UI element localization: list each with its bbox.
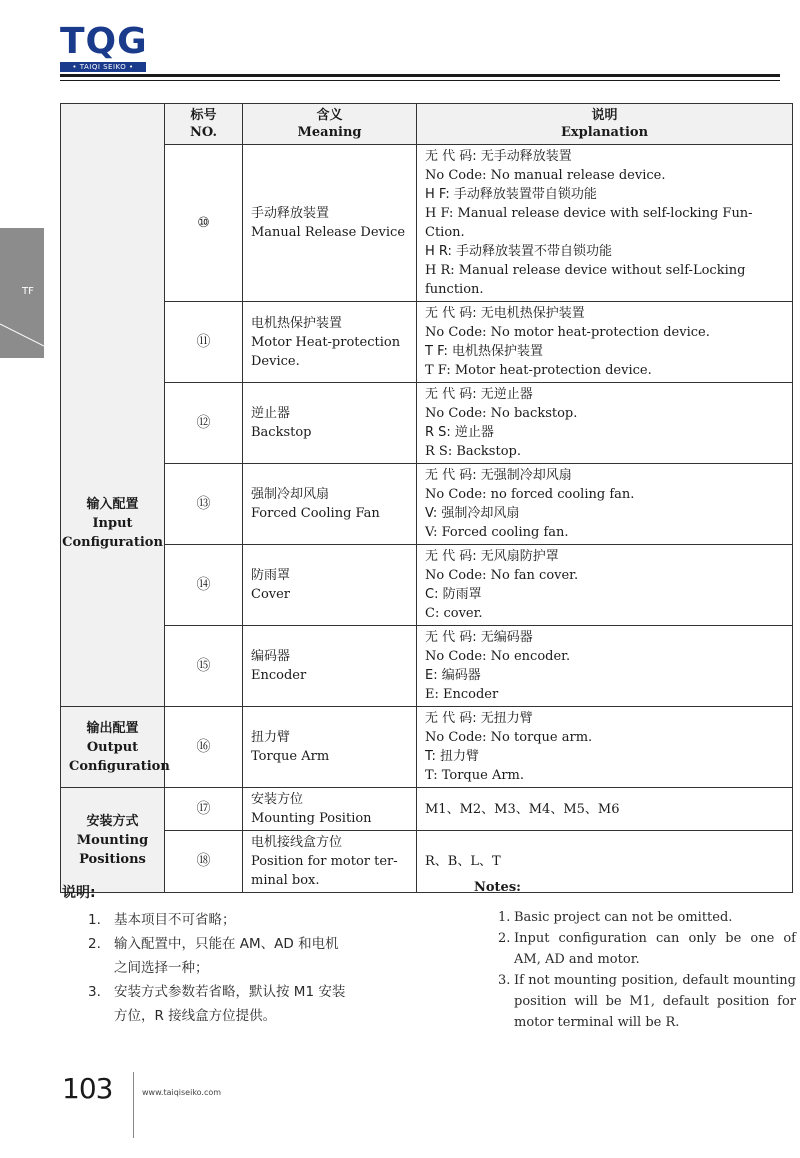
logo-subtitle: • TAIQI SEIKO •: [60, 62, 146, 72]
explanation-line: T F: 电机热保护装置: [425, 344, 544, 359]
meaning-line: minal box.: [251, 873, 320, 888]
note-number: 2.: [88, 936, 101, 952]
table-row: [61, 545, 793, 626]
explanation-line: V: 强制冷却风扇: [425, 506, 520, 521]
explanation-line: V: Forced cooling fan.: [425, 525, 569, 540]
category-mounting-cn: 安装方式: [86, 813, 139, 829]
notes-cn-title: 说明:: [62, 885, 96, 901]
meaning-line: 强制冷却风扇: [251, 487, 330, 502]
explanation-line: No Code: No torque arm.: [425, 730, 593, 745]
row-number: ⑫: [165, 383, 243, 464]
notes-chinese: [62, 882, 392, 1028]
header-rule-thin: [60, 80, 780, 81]
row-number: ⑰: [165, 788, 243, 831]
footer-divider: [133, 1072, 134, 1138]
explanation-line: H F: Manual release device with self-locking Fun-Ction.: [425, 206, 753, 240]
explanation-line: 无 代 码: 无扭力臂: [425, 711, 533, 726]
table-row: [61, 707, 793, 788]
row-number: ⑭: [165, 545, 243, 626]
header-no-en: NO.: [190, 125, 217, 140]
page-number: 103: [62, 1072, 113, 1105]
row-explanation: [417, 302, 793, 383]
explanation-line: R、B、L、T: [425, 854, 501, 869]
meaning-line: Forced Cooling Fan: [251, 506, 380, 521]
row-meaning: [243, 302, 417, 383]
meaning-line: 逆止器: [251, 406, 291, 421]
note-item: [474, 907, 796, 928]
meaning-line: 防雨罩: [251, 568, 291, 583]
explanation-line: 无 代 码: 无手动释放装置: [425, 149, 572, 164]
row-explanation: [417, 145, 793, 302]
company-logo: [60, 21, 148, 72]
explanation-line: No Code: No manual release device.: [425, 168, 666, 183]
category-cell-input: [61, 104, 165, 707]
explanation-line: H F: 手动释放装置带自锁功能: [425, 187, 597, 202]
row-explanation: [417, 545, 793, 626]
explanation-line: 无 代 码: 无风扇防护罩: [425, 549, 559, 564]
meaning-line: 手动释放装置: [251, 206, 330, 221]
note-line: 方位，R 接线盒方位提供。: [114, 1008, 277, 1024]
note-text: If not mounting position, default mounting position will be M1, default position for motor terminal will be R.: [514, 973, 796, 1030]
row-meaning: [243, 464, 417, 545]
explanation-line: 无 代 码: 无强制冷却风扇: [425, 468, 572, 483]
category-cell-output: [61, 707, 170, 788]
explanation-line: 无 代 码: 无电机热保护装置: [425, 306, 585, 321]
explanation-line: No Code: No motor heat-protection device.: [425, 325, 710, 340]
explanation-line: E: 编码器: [425, 668, 481, 683]
explanation-line: C: cover.: [425, 606, 483, 621]
table-row: [61, 145, 793, 302]
header-no: [165, 104, 243, 145]
explanation-line: M1、M2、M3、M4、M5、M6: [425, 801, 620, 817]
row-explanation: [417, 383, 793, 464]
meaning-line: Manual Release Device: [251, 225, 406, 240]
explanation-line: R S: 逆止器: [425, 425, 494, 440]
row-number: ⑯: [165, 707, 243, 788]
meaning-line: 编码器: [251, 649, 291, 664]
explanation-line: 无 代 码: 无编码器: [425, 630, 533, 645]
explanation-line: H R: 手动释放装置不带自锁功能: [425, 244, 613, 259]
meaning-line: Motor Heat-protection: [251, 334, 401, 350]
row-meaning: [243, 707, 417, 788]
section-side-tab: [0, 228, 44, 358]
row-explanation: [417, 707, 793, 788]
category-output-cn: 输出配置: [86, 720, 139, 736]
category-input-cn: 输入配置: [86, 496, 139, 512]
meaning-line: Position for motor ter-: [251, 854, 398, 869]
category-mounting-en1: Mounting: [76, 832, 149, 848]
table-row: [61, 302, 793, 383]
row-number: ⑪: [165, 302, 243, 383]
note-text: Basic project can not be omitted.: [514, 910, 733, 925]
row-meaning: [243, 383, 417, 464]
explanation-line: H R: Manual release device without self-Locking function.: [425, 263, 746, 297]
meaning-line: 电机热保护装置: [251, 315, 343, 331]
header-rule-thick: [60, 74, 780, 77]
note-item: [474, 928, 796, 970]
row-meaning: [243, 545, 417, 626]
row-explanation: [417, 626, 793, 707]
explanation-line: C: 防雨罩: [425, 587, 482, 602]
row-meaning: [243, 788, 417, 831]
explanation-line: T: 扭力臂: [425, 749, 480, 764]
row-number: ⑱: [165, 831, 243, 893]
meaning-line: Device.: [251, 353, 300, 369]
meaning-line: Cover: [251, 587, 291, 602]
explanation-line: No Code: No backstop.: [425, 406, 578, 421]
header-meaning-en: Meaning: [297, 125, 362, 140]
row-explanation: [417, 788, 793, 831]
note-number: 1.: [88, 912, 101, 928]
note-item: [62, 932, 392, 980]
header-expl-cn: 说明: [591, 108, 618, 123]
category-cell-mounting: [61, 788, 165, 893]
note-number: 1.: [498, 910, 511, 925]
note-text: Input configuration can only be one of AM, AD and motor.: [514, 931, 796, 967]
note-item: [474, 970, 796, 1033]
category-input-en1: Input: [92, 515, 133, 531]
meaning-line: 扭力臂: [251, 730, 291, 745]
row-number: ⑮: [165, 626, 243, 707]
explanation-line: E: Encoder: [425, 687, 499, 702]
meaning-line: Backstop: [251, 425, 312, 440]
row-meaning: [243, 145, 417, 302]
explanation-line: No Code: No encoder.: [425, 649, 571, 664]
configuration-table: [60, 103, 793, 893]
header-no-cn: 标号: [190, 108, 217, 123]
note-number: 3.: [498, 973, 511, 988]
header-expl-en: Explanation: [560, 125, 649, 140]
meaning-line: Torque Arm: [251, 749, 330, 764]
explanation-line: No Code: no forced cooling fan.: [425, 487, 635, 502]
table-header-row: [61, 104, 793, 145]
table-row: [61, 788, 793, 831]
meaning-line: 安装方位: [251, 792, 304, 807]
note-item: [62, 980, 392, 1028]
meaning-line: Encoder: [251, 668, 307, 683]
notes-en-title: Notes:: [474, 880, 521, 895]
explanation-line: T: Torque Arm.: [425, 768, 525, 783]
header-meaning: [243, 104, 417, 145]
note-line: 安装方式参数若省略，默认按 M1 安装: [114, 984, 346, 1000]
row-explanation: [417, 464, 793, 545]
table-row: [61, 626, 793, 707]
table-row: [61, 383, 793, 464]
logo-text: TQG: [60, 21, 148, 62]
table-row: [61, 464, 793, 545]
explanation-line: R S: Backstop.: [425, 444, 521, 459]
row-number: ⑬: [165, 464, 243, 545]
header-meaning-cn: 含义: [316, 108, 343, 123]
category-input-en2: Configuration: [62, 534, 163, 550]
meaning-line: 电机接线盒方位: [251, 835, 343, 850]
note-line: 输入配置中，只能在 AM、AD 和电机: [114, 936, 339, 952]
row-meaning: [243, 626, 417, 707]
footer-url: www.taiqiseiko.com: [142, 1088, 222, 1097]
explanation-line: T F: Motor heat-protection device.: [425, 363, 652, 378]
explanation-line: 无 代 码: 无逆止器: [425, 387, 533, 402]
explanation-line: No Code: No fan cover.: [425, 568, 579, 583]
meaning-line: Mounting Position: [251, 811, 372, 826]
category-mounting-en2: Positions: [79, 851, 146, 867]
notes-english: [474, 880, 796, 1033]
note-item: [62, 908, 392, 932]
category-output-en2: Configuration: [69, 758, 170, 774]
note-number: 3.: [88, 984, 101, 1000]
note-number: 2.: [498, 931, 511, 946]
note-line: 之间选择一种；: [114, 960, 209, 976]
side-tab-label: TF: [22, 286, 34, 297]
category-output-en1: Output: [86, 739, 139, 755]
header-explanation: [417, 104, 793, 145]
note-line: 基本项目不可省略；: [114, 912, 236, 928]
row-number: ⑩: [165, 145, 243, 302]
